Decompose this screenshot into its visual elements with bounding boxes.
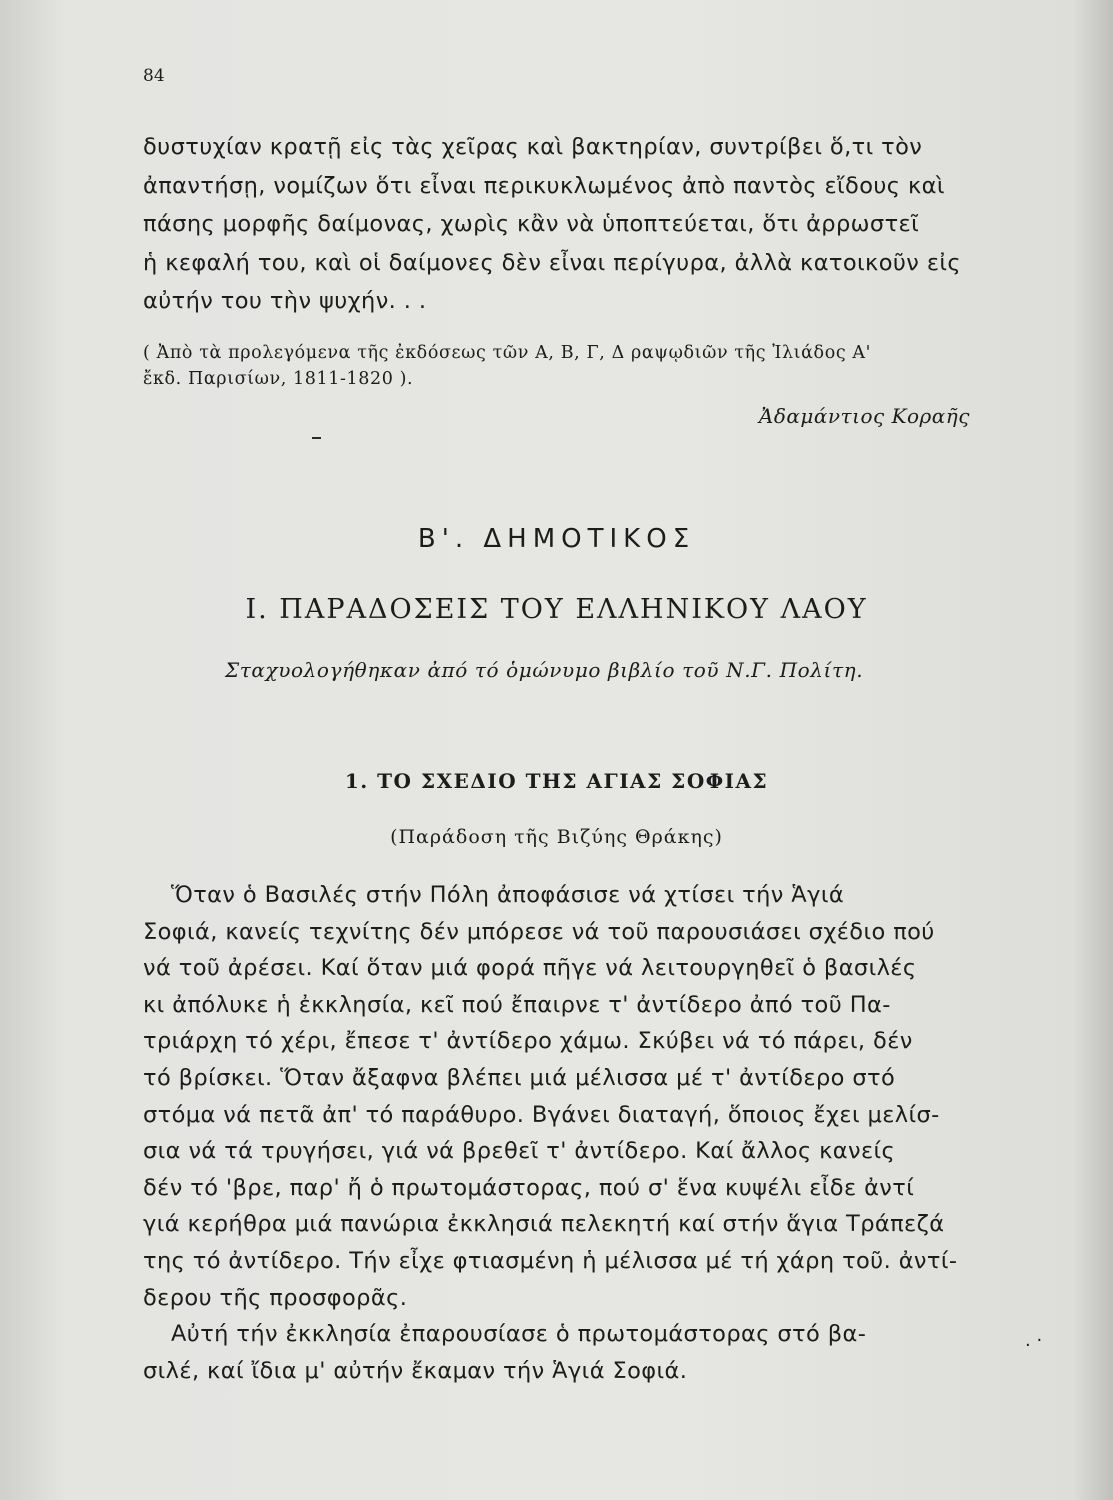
intro-line: πάσης μορφῆς δαίμονας, χωρὶς κἂν νὰ ὑποπτεύεται, ὅτι ἀρρωστεῖ xyxy=(143,211,920,237)
intro-line: ἡ κεφαλή του, καὶ οἱ δαίμονες δὲν εἶναι περίγυρα, ἀλλὰ κατοικοῦν εἰς xyxy=(143,249,961,276)
source-line: ( Ἀπὸ τὰ προλεγόμενα τῆς ἐκδόσεως τῶν Α, Β, Γ, Δ ραψῳδιῶν τῆς Ἰλιάδος Α' xyxy=(143,343,872,363)
story-line: γιά κερήθρα μιά πανώρια ἐκκλησιά πελεκητή καί στήν ἅγια Τράπεζά xyxy=(143,1211,945,1238)
intro-line: ἀπαντήσῃ, νομίζων ὅτι εἶναι περικυκλωμένος ἀπὸ παντὸς εἴδους καὶ xyxy=(143,172,945,199)
story-line: στόμα νά πετᾶ ἀπ' τό παράθυρο. Βγάνει διαταγή, ὅποιος ἔχει μελίσ- xyxy=(143,1101,940,1128)
part-subtitle: Σταχυολογήθηκαν ἀπό τό ὁμώνυμο βιβλίο τοῦ Ν.Γ. Πολίτη. xyxy=(225,658,864,682)
story-line: Αὐτή τήν ἐκκλησία ἐπαρουσίασε ὁ πρωτομάστορας στό βα- xyxy=(171,1321,867,1348)
part-title: Ι. ΠΑΡΑΔΟΣΕΙΣ ΤΟΥ ΕΛΛΗΝΙΚΟΥ ΛΑΟΥ xyxy=(245,594,868,625)
author-signature: Ἀδαμάντιος Κοραῆς xyxy=(758,404,970,428)
story-line: κι ἀπόλυκε ἡ ἐκκλησία, κεῖ πού ἔπαιρνε τ' ἀντίδερο ἀπό τοῦ Πα- xyxy=(143,991,891,1018)
source-citation xyxy=(143,340,985,392)
section-title: Β'. ΔΗΜΟΤΙΚΟΣ xyxy=(417,524,696,554)
page-edge-shadow xyxy=(1073,0,1113,1500)
story-line: σιλέ, καί ἴδια μ' αὐτήν ἔκαμαν τήν Ἁγιά Σοφιά. xyxy=(143,1357,688,1384)
source-line: ἔκδ. Παρισίων, 1811-1820 ). xyxy=(143,369,414,389)
story-line: Σοφιά, κανείς τεχνίτης δέν μπόρεσε νά τοῦ παρουσιάσει σχέδιο πού xyxy=(143,918,935,945)
story-line: τριάρχη τό χέρι, ἔπεσε τ' ἀντίδερο χάμω. Σκύβει νά τό πάρει, δέν xyxy=(143,1028,913,1055)
story-line: δέν τό 'βρε, παρ' ἤ ὁ πρωτομάστορας, πού σ' ἕνα κυψέλι εἶδε ἀντί xyxy=(143,1174,915,1201)
story-text xyxy=(143,877,985,1389)
story-title: 1. ΤΟ ΣΧΕΔΙΟ ΤΗΣ ΑΓΙΑΣ ΣΟΦΙΑΣ xyxy=(344,769,769,793)
separator-dash xyxy=(312,437,321,439)
page-number: 84 xyxy=(143,66,165,86)
story-line: δερου τῆς προσφορᾶς. xyxy=(143,1284,408,1311)
story-line: τό βρίσκει. Ὅταν ἄξαφνα βλέπει μιά μέλισσα μέ τ' ἀντίδερο στό xyxy=(143,1064,896,1091)
story-origin: (Παράδοση τῆς Βιζύης Θράκης) xyxy=(390,826,723,848)
intro-paragraph xyxy=(143,128,985,321)
story-line: σια νά τά τρυγήσει, γιά νά βρεθεῖ τ' ἀντίδερο. Καί ἄλλος κανείς xyxy=(143,1138,896,1165)
intro-line: δυστυχίαν κρατῇ εἰς τὰς χεῖρας καὶ βακτηρίαν, συντρίβει ὅ,τι τὸν xyxy=(143,134,923,160)
story-line: της τό ἀντίδερο. Τήν εἶχε φτιασμένη ἡ μέλισσα μέ τή χάρη τοῦ. ἀντί- xyxy=(143,1247,958,1274)
intro-line: αὐτήν του τὴν ψυχήν. . . xyxy=(143,288,427,314)
stray-mark: . · xyxy=(1025,1330,1043,1351)
story-line: Ὅταν ὁ Βασιλές στήν Πόλη ἀποφάσισε νά χτίσει τήν Ἁγιά xyxy=(171,882,845,908)
story-line: νά τοῦ ἀρέσει. Καί ὅταν μιά φορά πῆγε νά λειτουργηθεῖ ὁ βασιλές xyxy=(143,955,917,982)
